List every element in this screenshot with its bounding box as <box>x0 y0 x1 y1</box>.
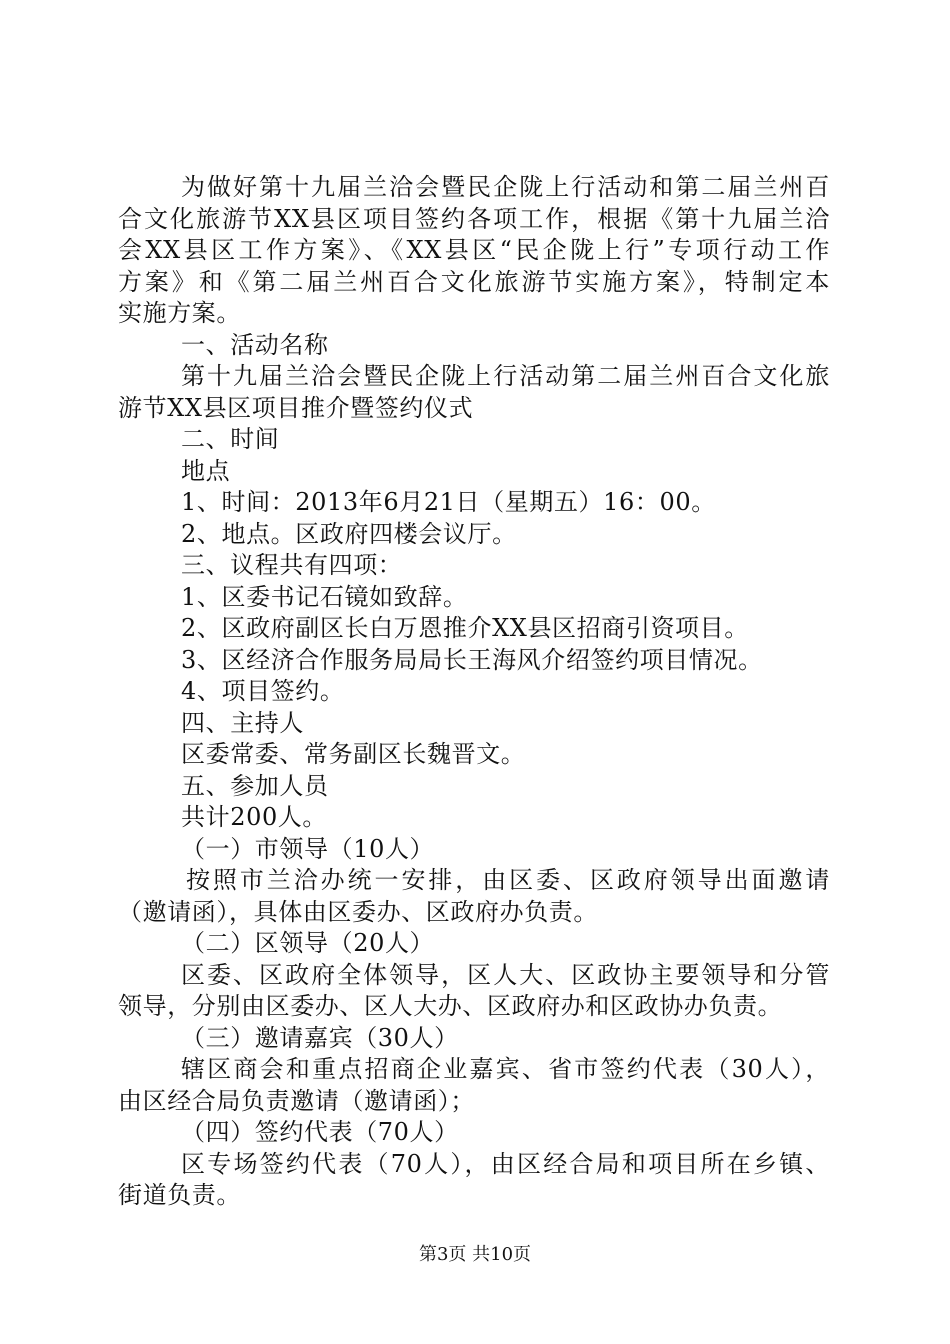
text-line: （四）签约代表（70人） <box>181 1118 459 1146</box>
text-line: 1、时间：2013年6月21日（星期五）16：00。 <box>181 488 716 516</box>
text-line: 五、参加人员 <box>181 771 329 800</box>
text-line: 一、活动名称 <box>181 330 329 359</box>
text-line: 二、时间 <box>181 425 280 453</box>
text-line: 会XX县区工作方案》、《XX县区“民企陇上行”专项行动工作 <box>118 236 830 264</box>
text-line: 3、区经济合作服务局局长王海风介绍签约项目情况。 <box>181 645 763 674</box>
text-line: （二）区领导（20人） <box>181 929 435 957</box>
text-line: 2、区政府副区长白万恩推介XX县区招商引资项目。 <box>181 614 749 642</box>
text-line: 区委、区政府全体领导，区人大、区政协主要领导和分管 <box>181 960 830 989</box>
text-line: 共计200人。 <box>181 803 328 831</box>
text-line: 街道负责。 <box>118 1181 241 1209</box>
document-body <box>118 172 830 1212</box>
text-line: 区专场签约代表（70人），由区经合局和项目所在乡镇、 <box>181 1149 830 1178</box>
text-line: （邀请函），具体由区委办、区政府办负责。 <box>118 897 598 926</box>
text-line: 合文化旅游节XX县区项目签约各项工作，根据《第十九届兰洽 <box>118 204 830 233</box>
text-line: 辖区商会和重点招商企业嘉宾、省市签约代表（30人）， <box>181 1055 830 1083</box>
text-line: 四、主持人 <box>181 708 304 737</box>
text-line: 地点 <box>181 456 231 485</box>
text-line: 第十九届兰洽会暨民企陇上行活动第二届兰州百合文化旅 <box>181 362 830 390</box>
text-line: 按照市兰洽办统一安排，由区委、区政府领导出面邀请 <box>186 866 830 894</box>
text-line: 实施方案。 <box>118 299 241 327</box>
text-line: 为做好第十九届兰洽会暨民企陇上行活动和第二届兰州百 <box>181 173 830 201</box>
text-line: 游节XX县区项目推介暨签约仪式 <box>118 393 474 422</box>
page-footer: 第3页 共10页 <box>418 1244 532 1265</box>
text-line: 领导，分别由区委办、区人大办、区政府办和区政协办负责。 <box>118 992 783 1020</box>
text-line: 区委常委、常务副区长魏晋文。 <box>181 740 526 768</box>
text-line: 2、地点。区政府四楼会议厅。 <box>181 519 517 548</box>
text-line: 1、区委书记石镜如致辞。 <box>181 582 468 611</box>
text-line: 由区经合局负责邀请（邀请函）； <box>118 1086 475 1115</box>
text-line: （三）邀请嘉宾（30人） <box>181 1023 459 1052</box>
text-line: 方案》和《第二届兰州百合文化旅游节实施方案》，特制定本 <box>118 267 830 296</box>
text-line: 4、项目签约。 <box>181 677 345 705</box>
text-line: （一）市领导（10人） <box>181 834 435 863</box>
text-line: 三、议程共有四项： <box>181 551 403 579</box>
